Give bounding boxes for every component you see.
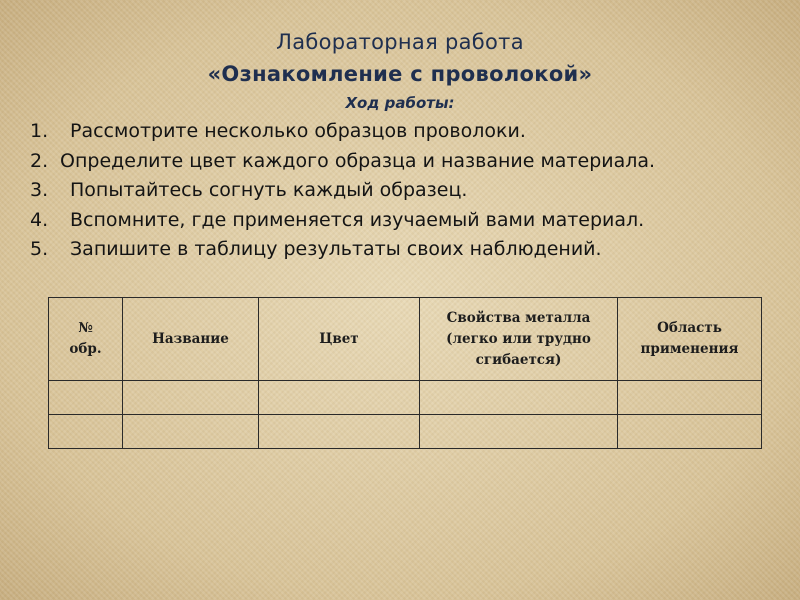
step-text: Попытайтесь согнуть каждый образец. <box>70 179 468 201</box>
header-text: обр. <box>69 341 102 357</box>
step-number: 3. <box>30 179 49 201</box>
page-subtitle-topic: «Ознакомление с проволокой» <box>207 62 593 86</box>
step-number: 5. <box>30 238 49 260</box>
header-text: Цвет <box>319 330 359 347</box>
header-text: № <box>78 320 93 336</box>
table-header-row <box>49 298 762 381</box>
step-item-4 <box>30 206 780 236</box>
table-cell[interactable] <box>49 381 123 415</box>
table-row <box>49 415 762 449</box>
step-item-2 <box>30 147 780 177</box>
header-text: Область <box>657 320 722 336</box>
step-number: 4. <box>30 208 49 231</box>
header-sample-number <box>49 298 123 381</box>
table-cell[interactable] <box>123 381 259 415</box>
table-row <box>49 381 762 415</box>
step-number: 2. <box>30 149 49 172</box>
header-text: (легко или трудно <box>446 330 591 347</box>
table-cell[interactable] <box>618 381 762 415</box>
table-cell[interactable] <box>123 415 259 449</box>
step-text: Запишите в таблицу результаты своих наблюдений. <box>70 238 602 260</box>
table-cell[interactable] <box>49 415 123 449</box>
header-application-area <box>618 298 762 381</box>
step-text: Вспомните, где применяется изучаемый вами материал. <box>70 208 645 231</box>
step-number: 1. <box>30 120 49 142</box>
results-table <box>48 297 762 449</box>
step-item-5 <box>30 235 780 265</box>
step-item-3 <box>30 176 780 206</box>
page-title: Лабораторная работа <box>276 30 524 54</box>
step-text: Рассмотрите несколько образцов проволоки. <box>70 120 526 142</box>
header-text: сгибается) <box>475 351 562 368</box>
table-cell[interactable] <box>259 381 420 415</box>
step-text: Определите цвет каждого образца и название материала. <box>60 149 656 172</box>
header-text: применения <box>640 341 739 357</box>
table-cell[interactable] <box>259 415 420 449</box>
header-text: Свойства металла <box>446 309 591 326</box>
header-text: Название <box>152 330 229 347</box>
header-name <box>123 298 259 381</box>
steps-list <box>30 117 780 265</box>
table-cell[interactable] <box>420 415 618 449</box>
section-heading: Ход работы: <box>345 94 455 112</box>
table-cell[interactable] <box>618 415 762 449</box>
header-color <box>259 298 420 381</box>
table-cell[interactable] <box>420 381 618 415</box>
header-metal-properties <box>420 298 618 381</box>
step-item-1 <box>30 117 780 147</box>
